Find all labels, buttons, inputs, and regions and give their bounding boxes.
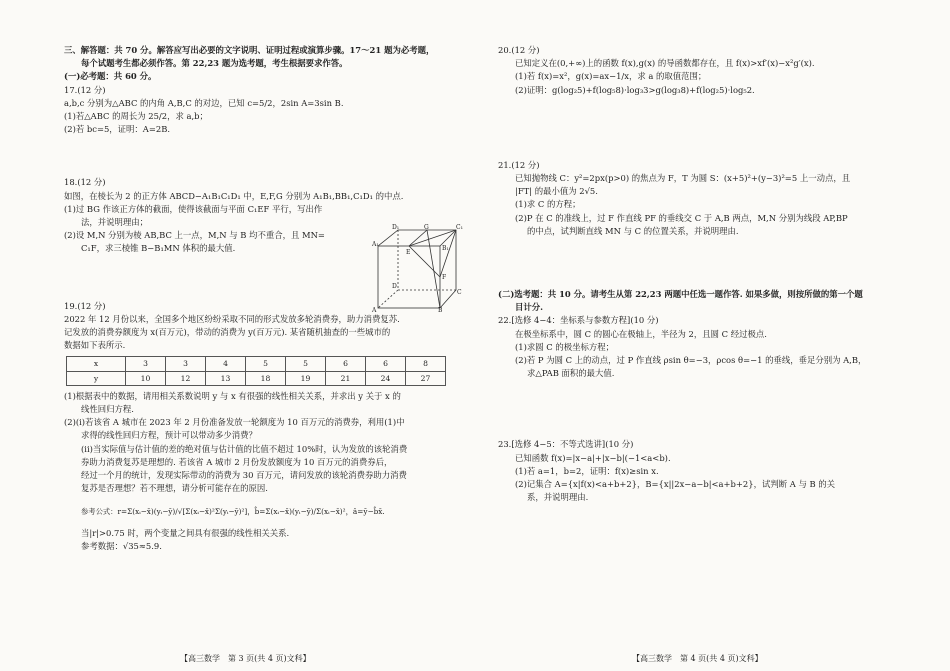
label-e: E (406, 249, 411, 256)
q20-part2: (2)证明：g(log₂5)+f(log₅8)·log₃3>g(log₃8)+f(log₂5)·log₅2. (515, 84, 755, 95)
q19-part1-cont: 线性回归方程. (81, 404, 134, 415)
table-cell: 24 (366, 371, 406, 385)
section-heading: 三、解答题：共 70 分。解答应写出必要的文字说明、证明过程或演算步骤。17～21 题为必考题， (64, 45, 435, 55)
q21-text-cont: |FT| 的最小值为 2√5. (515, 186, 598, 197)
q19-text-3: 数据如下表所示. (64, 340, 126, 351)
table-cell: 3 (166, 357, 206, 371)
table-cell: 4 (206, 357, 246, 371)
table-cell: 13 (206, 371, 246, 385)
table-cell: 5 (246, 357, 286, 371)
table-cell: 6 (326, 357, 366, 371)
table-cell: 8 (406, 357, 446, 371)
q19-title: 19.(12 分) (64, 300, 106, 311)
q23-part2-cont: 系，并说明理由. (527, 492, 589, 503)
section-instructions: 每个试题考生都必须作答。第 22,23 题为选考题，考生根据要求作答。 (81, 58, 348, 69)
correlation-note: 当|r|>0.75 时，两个变量之间具有很强的线性相关关系. (81, 527, 290, 538)
reference-data: 参考数据：√35≈5.9. (81, 540, 162, 551)
q20-part1: (1)若 f(x)=x²，g(x)=ax−1/x，求 a 的取值范围； (515, 71, 707, 82)
optional-heading: (二)选考题：共 10 分。请考生从第 22,23 两题中任选一题作答. 如果多做，则按所做的第一个题 (498, 289, 863, 300)
table-cell: 21 (326, 371, 366, 385)
q17-part2: (2)若 bc=5，证明：A=2B. (64, 124, 171, 135)
table-row (67, 371, 446, 385)
q23-text: 已知函数 f(x)=|x−a|+|x−b|(−1<a<b). (515, 452, 671, 463)
right-column (498, 44, 938, 504)
table-cell: 18 (246, 371, 286, 385)
q20-text: 已知定义在(0,+∞)上的函数 f(x),g(x) 的导函数都存在，且 f(x)>xf′(x)−x²g′(x). (515, 58, 815, 69)
q22-part1: (1)求圆 C 的极坐标方程； (515, 341, 614, 352)
data-table (66, 356, 446, 385)
q21-text: 已知抛物线 C：y²=2px(p>0) 的焦点为 F，T 为圆 S：(x+5)²+(y−3)²=5 上一动点，且 (515, 173, 851, 184)
q18-part1: (1)过 BG 作该正方体的截面，使得该截面与平面 C₁EF 平行，写出作 (64, 203, 323, 214)
q19-part2ii-cont2: 经过一个月的统计，发现实际带动的消费为 30 百万元，请问发放的该轮消费券助力消费 (81, 470, 407, 481)
q19-text-2: 记发放的消费券额度为 x(百万元)，带动的消费为 y(百万元). 某省随机抽查的一些城市的 (64, 327, 391, 338)
q18-part1-cont: 法，并说明理由； (81, 217, 148, 228)
table-cell: 5 (286, 357, 326, 371)
table-cell: 27 (406, 371, 446, 385)
q20-title: 20.(12 分) (498, 45, 540, 55)
table-row (67, 357, 446, 371)
label-f: F (442, 274, 447, 281)
q19-part1: (1)根据表中的数据，请用相关系数说明 y 与 x 有很强的线性相关关系，并求出 y 关于 x 的 (64, 390, 401, 401)
q23-title: 23.[选修 4−5：不等式选讲](10 分) (498, 439, 634, 450)
q23-part1: (1)若 a=1，b=2，证明：f(x)≥sin x. (515, 465, 659, 476)
cube-figure (372, 224, 462, 312)
q22-title: 22.[选修 4−4：坐标系与参数方程](10 分) (498, 315, 659, 326)
q21-part2: (2)P 在 C 的准线上，过 F 作直线 PF 的垂线交 C 于 A,B 两点，M,N 分别为线段 AP,BP (515, 212, 848, 223)
label-c: C (457, 289, 462, 296)
label-a1: A₁ (372, 241, 379, 248)
table-cell: y (67, 371, 126, 385)
q19-part2ii-cont1: 券助力消费复苏是理想的. 若该省 A 城市 2 月份发放额度为 10 百万元的消费券后， (81, 456, 393, 467)
q19-part2ii-cont3: 复苏是否理想？若不理想，请分析可能存在的原因. (81, 483, 268, 494)
q18-title: 18.(12 分) (64, 177, 106, 188)
q19-part2i: (2)(i)若该省 A 城市在 2023 年 2 月份准备发放一轮额度为 10 百万元的消费券，利用(1)中 (64, 417, 405, 428)
q17-part1: (1)若△ABC 的周长为 25/2，求 a,b； (64, 111, 208, 122)
q18-part2-cont: C₁F，求三棱锥 B−B₁MN 体积的最大值. (81, 243, 236, 254)
label-a: A (372, 307, 377, 314)
label-g: G (424, 224, 429, 231)
table-cell: 12 (166, 371, 206, 385)
table-cell: x (67, 357, 126, 371)
q21-title: 21.(12 分) (498, 159, 540, 170)
table-cell: 3 (126, 357, 166, 371)
q19-text-1: 2022 年 12 月份以来，全国多个地区纷纷采取不同的形式发放多轮消费券，助力消费复苏. (64, 313, 400, 324)
label-b1: B₁ (442, 245, 449, 252)
q22-part2: (2)若 P 为圆 C 上的动点，过 P 作直线 ρsin θ=−3，ρcos θ=−1 的垂线，垂足分别为 A,B， (515, 355, 867, 366)
q22-text: 在极坐标系中，圆 C 的圆心在极轴上，半径为 2，且圆 C 经过极点. (515, 328, 767, 339)
left-page-footer: 【高三数学 第 3 页(共 4 页)文科】 (180, 654, 311, 663)
q18-part2: (2)设 M,N 分别为棱 AB,BC 上一点，M,N 与 B 均不重合，且 MN= (64, 230, 325, 241)
label-c1: C₁ (456, 224, 463, 231)
label-d: D (392, 283, 397, 290)
q19-part2i-cont: 求得的线性回归方程，预计可以带动多少消费？ (81, 430, 257, 441)
optional-heading-cont: 目计分. (515, 302, 544, 313)
label-b: B (438, 307, 443, 314)
table-cell: 6 (366, 357, 406, 371)
q23-part2: (2)记集合 A={x|f(x)<a+b+2}，B={x||2x−a−b|<a+b+2}，试判断 A 与 B 的关 (515, 479, 836, 490)
right-page-footer: 【高三数学 第 4 页(共 4 页)文科】 (632, 654, 763, 663)
table-cell: 19 (286, 371, 326, 385)
label-d1: D₁ (392, 224, 400, 231)
q17-title: 17.(12 分) (64, 84, 106, 95)
q18-text: 如图，在棱长为 2 的正方体 ABCD−A₁B₁C₁D₁ 中，E,F,G 分别为 A₁B₁,BB₁,C₁D₁ 的中点. (64, 190, 404, 201)
table-cell: 10 (126, 371, 166, 385)
q21-part2-cont: 的中点，试判断直线 MN 与 C 的位置关系，并说明理由. (527, 225, 739, 236)
q22-part2-cont: 求△PAB 面积的最大值. (527, 368, 615, 379)
q21-part1: (1)求 C 的方程； (515, 199, 581, 210)
q19-part2ii: (ii)当实际值与估计值的差的绝对值与估计值的比值不超过 10%时，认为发放的该轮消费 (81, 443, 408, 454)
subsection-heading: (一)必考题：共 60 分。 (64, 71, 157, 82)
q17-text: a,b,c 分别为△ABC 的内角 A,B,C 的对边，已知 c=5/2，2sin A=3sin B. (64, 97, 344, 108)
formula-reference: 参考公式：r=Σ(xᵢ−x̄)(yᵢ−ȳ)/√[Σ(xᵢ−x̄)²Σ(yᵢ−ȳ)²]，b̂=Σ(xᵢ−x̄)(yᵢ−ȳ)/Σ(xᵢ−x̄)²，â=ȳ−b̂x̄. (81, 507, 385, 517)
